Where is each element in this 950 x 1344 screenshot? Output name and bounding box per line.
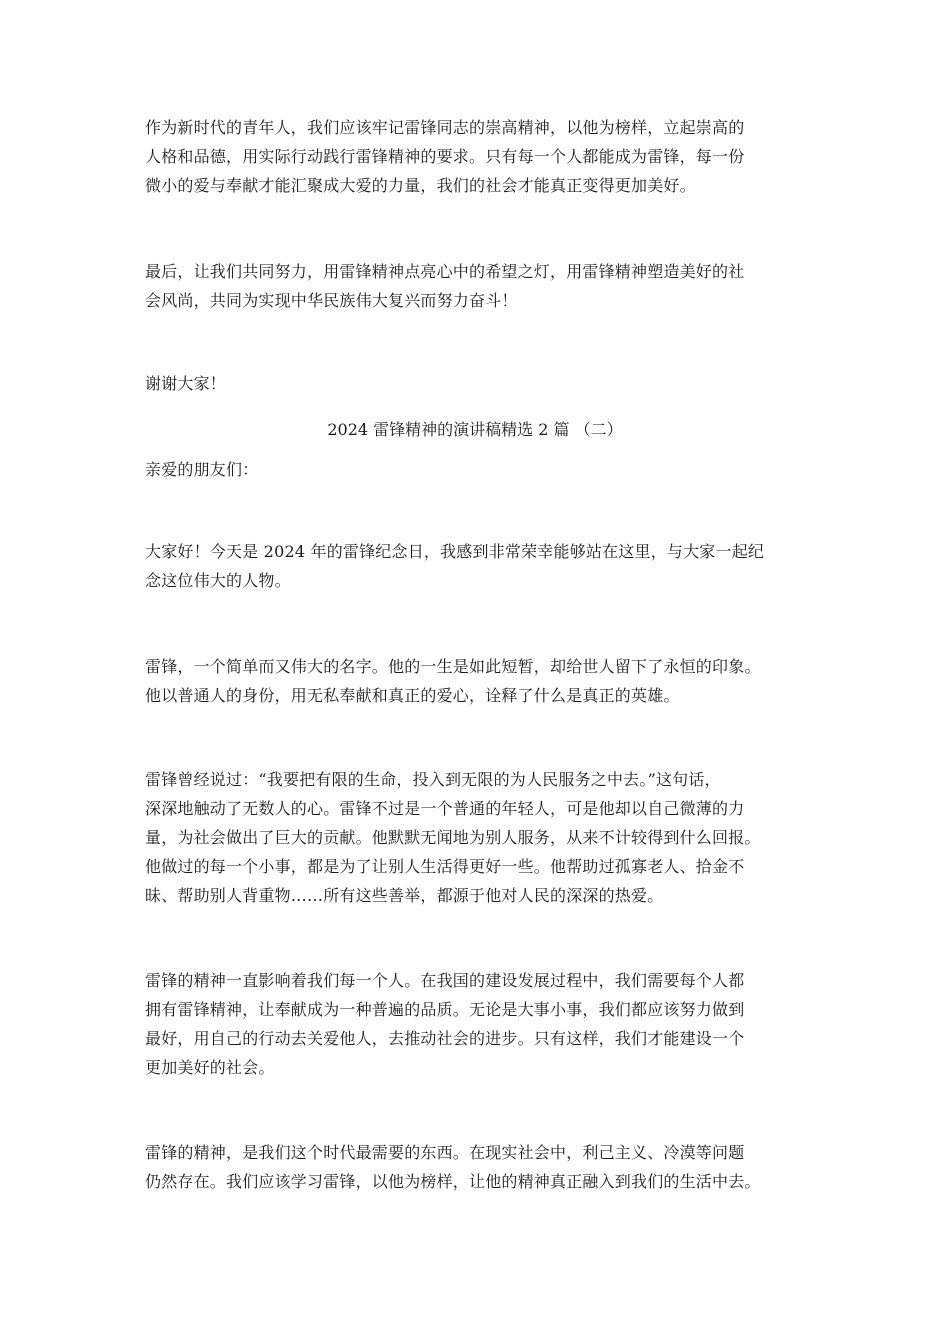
text-line: 仍然存在。我们应该学习雷锋，以他为榜样，让他的精神真正融入到我们的生活中去。 (145, 1172, 761, 1191)
text-line: 作为新时代的青年人，我们应该牢记雷锋同志的崇高精神，以他为榜样，立起崇高的 (145, 118, 745, 137)
text-line: 雷锋的精神，是我们这个时代最需要的东西。在现实社会中，利己主义、冷漠等问题 (145, 1143, 745, 1162)
text-line: 最后，让我们共同努力，用雷锋精神点亮心中的希望之灯，用雷锋精神塑造美好的社 (145, 262, 745, 281)
text-line: 雷锋的精神一直影响着我们每一个人。在我国的建设发展过程中，我们需要每个人都 (145, 971, 745, 990)
greeting: 亲爱的朋友们： (145, 460, 259, 479)
text-line: 他做过的每一个小事，都是为了让别人生活得更好一些。他帮助过孤寡老人、拾金不 (145, 857, 745, 876)
text-line: 雷锋，一个简单而又伟大的名字。他的一生是如此短暂，却给世人留下了永恒的印象。 (145, 657, 761, 676)
text-line: 微小的爱与奉献才能汇聚成大爱的力量，我们的社会才能真正变得更加美好。 (145, 176, 696, 195)
text-line: 拥有雷锋精神，让奉献成为一种普遍的品质。无论是大事小事，我们都应该努力做到 (145, 1000, 745, 1019)
section-title: 2024 雷锋精神的演讲稿精选 2 篇 （二） (327, 420, 623, 439)
thanks-line: 谢谢大家！ (145, 374, 227, 393)
text-line: 人格和品德，用实际行动践行雷锋精神的要求。只有每一个人都能成为雷锋，每一份 (145, 147, 745, 166)
text-line: 会风尚，共同为实现中华民族伟大复兴而努力奋斗！ (145, 291, 518, 310)
text-line: 昧、帮助别人背重物……所有这些善举，都源于他对人民的深深的热爱。 (145, 886, 664, 905)
text-line: 念这位伟大的人物。 (145, 571, 291, 590)
text-line: 深深地触动了无数人的心。雷锋不过是一个普通的年轻人，可是他却以自己微薄的力 (145, 799, 745, 818)
text-line: 他以普通人的身份，用无私奉献和真正的爱心，诠释了什么是真正的英雄。 (145, 686, 680, 705)
text-line: 更加美好的社会。 (145, 1058, 275, 1077)
text-line: 量，为社会做出了巨大的贡献。他默默无闻地为别人服务，从来不计较得到什么回报。 (145, 828, 761, 847)
text-line: 最好，用自己的行动去关爱他人，去推动社会的进步。只有这样，我们才能建设一个 (145, 1029, 745, 1048)
text-line: 大家好！今天是 2024 年的雷锋纪念日，我感到非常荣幸能够站在这里，与大家一起纪 (145, 542, 765, 561)
text-line: 雷锋曾经说过：“我要把有限的生命，投入到无限的为人民服务之中去。”这句话， (145, 770, 721, 789)
